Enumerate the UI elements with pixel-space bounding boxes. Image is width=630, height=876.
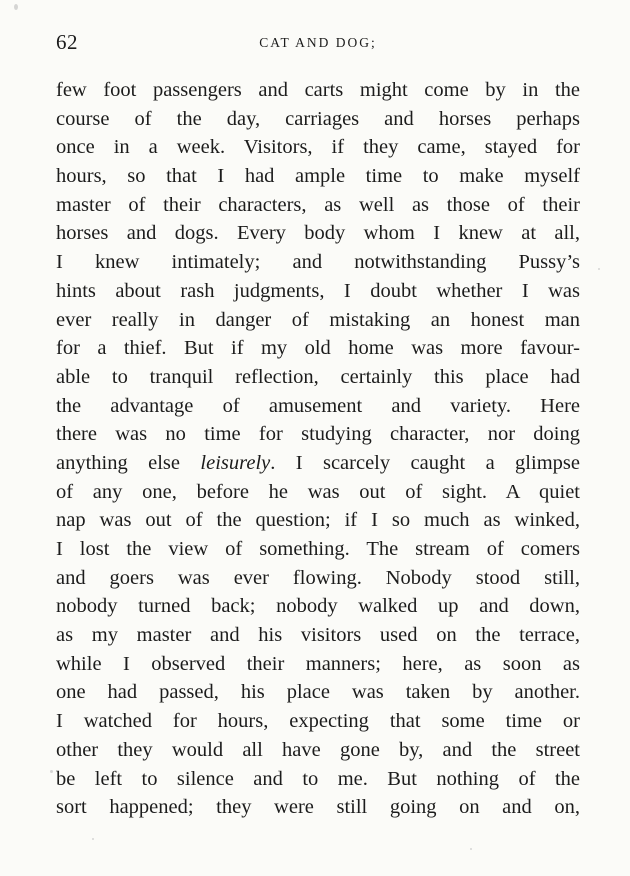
text-segment: there was no time for studying character, nor doing <box>56 423 580 446</box>
text-segment: one had passed, his place was taken by another. <box>56 681 580 704</box>
text-segment: of any one, before he was out of sight. A quiet <box>56 480 580 503</box>
text-line <box>56 162 580 191</box>
body-text <box>56 76 580 822</box>
text-line <box>56 736 580 765</box>
text-line <box>56 678 580 707</box>
text-segment: I watched for hours, expecting that some time or <box>56 710 580 733</box>
text-line <box>56 564 580 593</box>
text-segment: I lost the view of something. The stream of comers <box>56 538 580 560</box>
text-segment: master of their characters, as well as those of their <box>56 193 580 216</box>
text-segment: able to tranquil reflection, certainly this place had <box>56 365 580 388</box>
text-line <box>56 219 580 248</box>
text-line <box>56 133 580 162</box>
text-segment: . I scarcely caught a glimpse <box>270 451 580 474</box>
paper-speck <box>470 848 472 850</box>
text-segment: course of the day, carriages and horses perhaps <box>56 107 580 130</box>
text-line <box>56 277 580 306</box>
text-segment: sort happened; they were still going on and on, <box>56 796 580 819</box>
text-segment: other they would all have gone by, and the street <box>56 738 580 761</box>
page-header <box>56 30 580 58</box>
text-line <box>56 650 580 679</box>
page-number: 62 <box>56 30 78 54</box>
text-line <box>56 592 580 621</box>
text-line <box>56 363 580 392</box>
text-segment: anything else <box>56 451 201 474</box>
text-segment: for a thief. But if my old home was more favour- <box>56 337 580 360</box>
paper-speck <box>598 268 600 270</box>
paper-speck <box>14 4 18 10</box>
text-line <box>56 621 580 650</box>
text-line <box>56 449 580 478</box>
text-segment: nobody turned back; nobody walked up and down, <box>56 595 580 618</box>
running-head: CAT AND DOG; <box>259 35 377 50</box>
text-segment: I knew intimately; and notwithstanding Pussy’s <box>56 251 580 274</box>
text-line <box>56 191 580 220</box>
text-segment: ever really in danger of mistaking an honest man <box>56 308 580 331</box>
text-segment: horses and dogs. Every body whom I knew at all, <box>56 222 580 245</box>
text-line <box>56 105 580 134</box>
text-line <box>56 478 580 507</box>
text-segment: few foot passengers and carts might come by in the <box>56 79 580 101</box>
text-line <box>56 248 580 277</box>
text-line <box>56 707 580 736</box>
text-line <box>56 334 580 363</box>
text-segment: nap was out of the question; if I so much as winked, <box>56 509 580 532</box>
text-line <box>56 306 580 335</box>
paper-speck <box>50 770 53 773</box>
text-segment: while I observed their manners; here, as soon as <box>56 652 580 675</box>
text-segment: hours, so that I had ample time to make myself <box>56 165 580 188</box>
text-line <box>56 506 580 535</box>
paper-speck <box>92 838 94 840</box>
text-segment: and goers was ever flowing. Nobody stood still, <box>56 566 580 589</box>
text-line <box>56 535 580 564</box>
text-line <box>56 76 580 105</box>
text-line <box>56 793 580 822</box>
text-segment: as my master and his visitors used on the terrace, <box>56 624 580 647</box>
text-line <box>56 765 580 794</box>
text-segment: once in a week. Visitors, if they came, stayed for <box>56 136 580 159</box>
text-segment: the advantage of amusement and variety. Here <box>56 394 580 417</box>
text-line <box>56 392 580 421</box>
text-segment: be left to silence and to me. But nothing of the <box>56 767 580 790</box>
text-line <box>56 420 580 449</box>
italic-word: leisurely <box>200 451 271 474</box>
text-segment: hints about rash judgments, I doubt whether I was <box>56 279 580 302</box>
